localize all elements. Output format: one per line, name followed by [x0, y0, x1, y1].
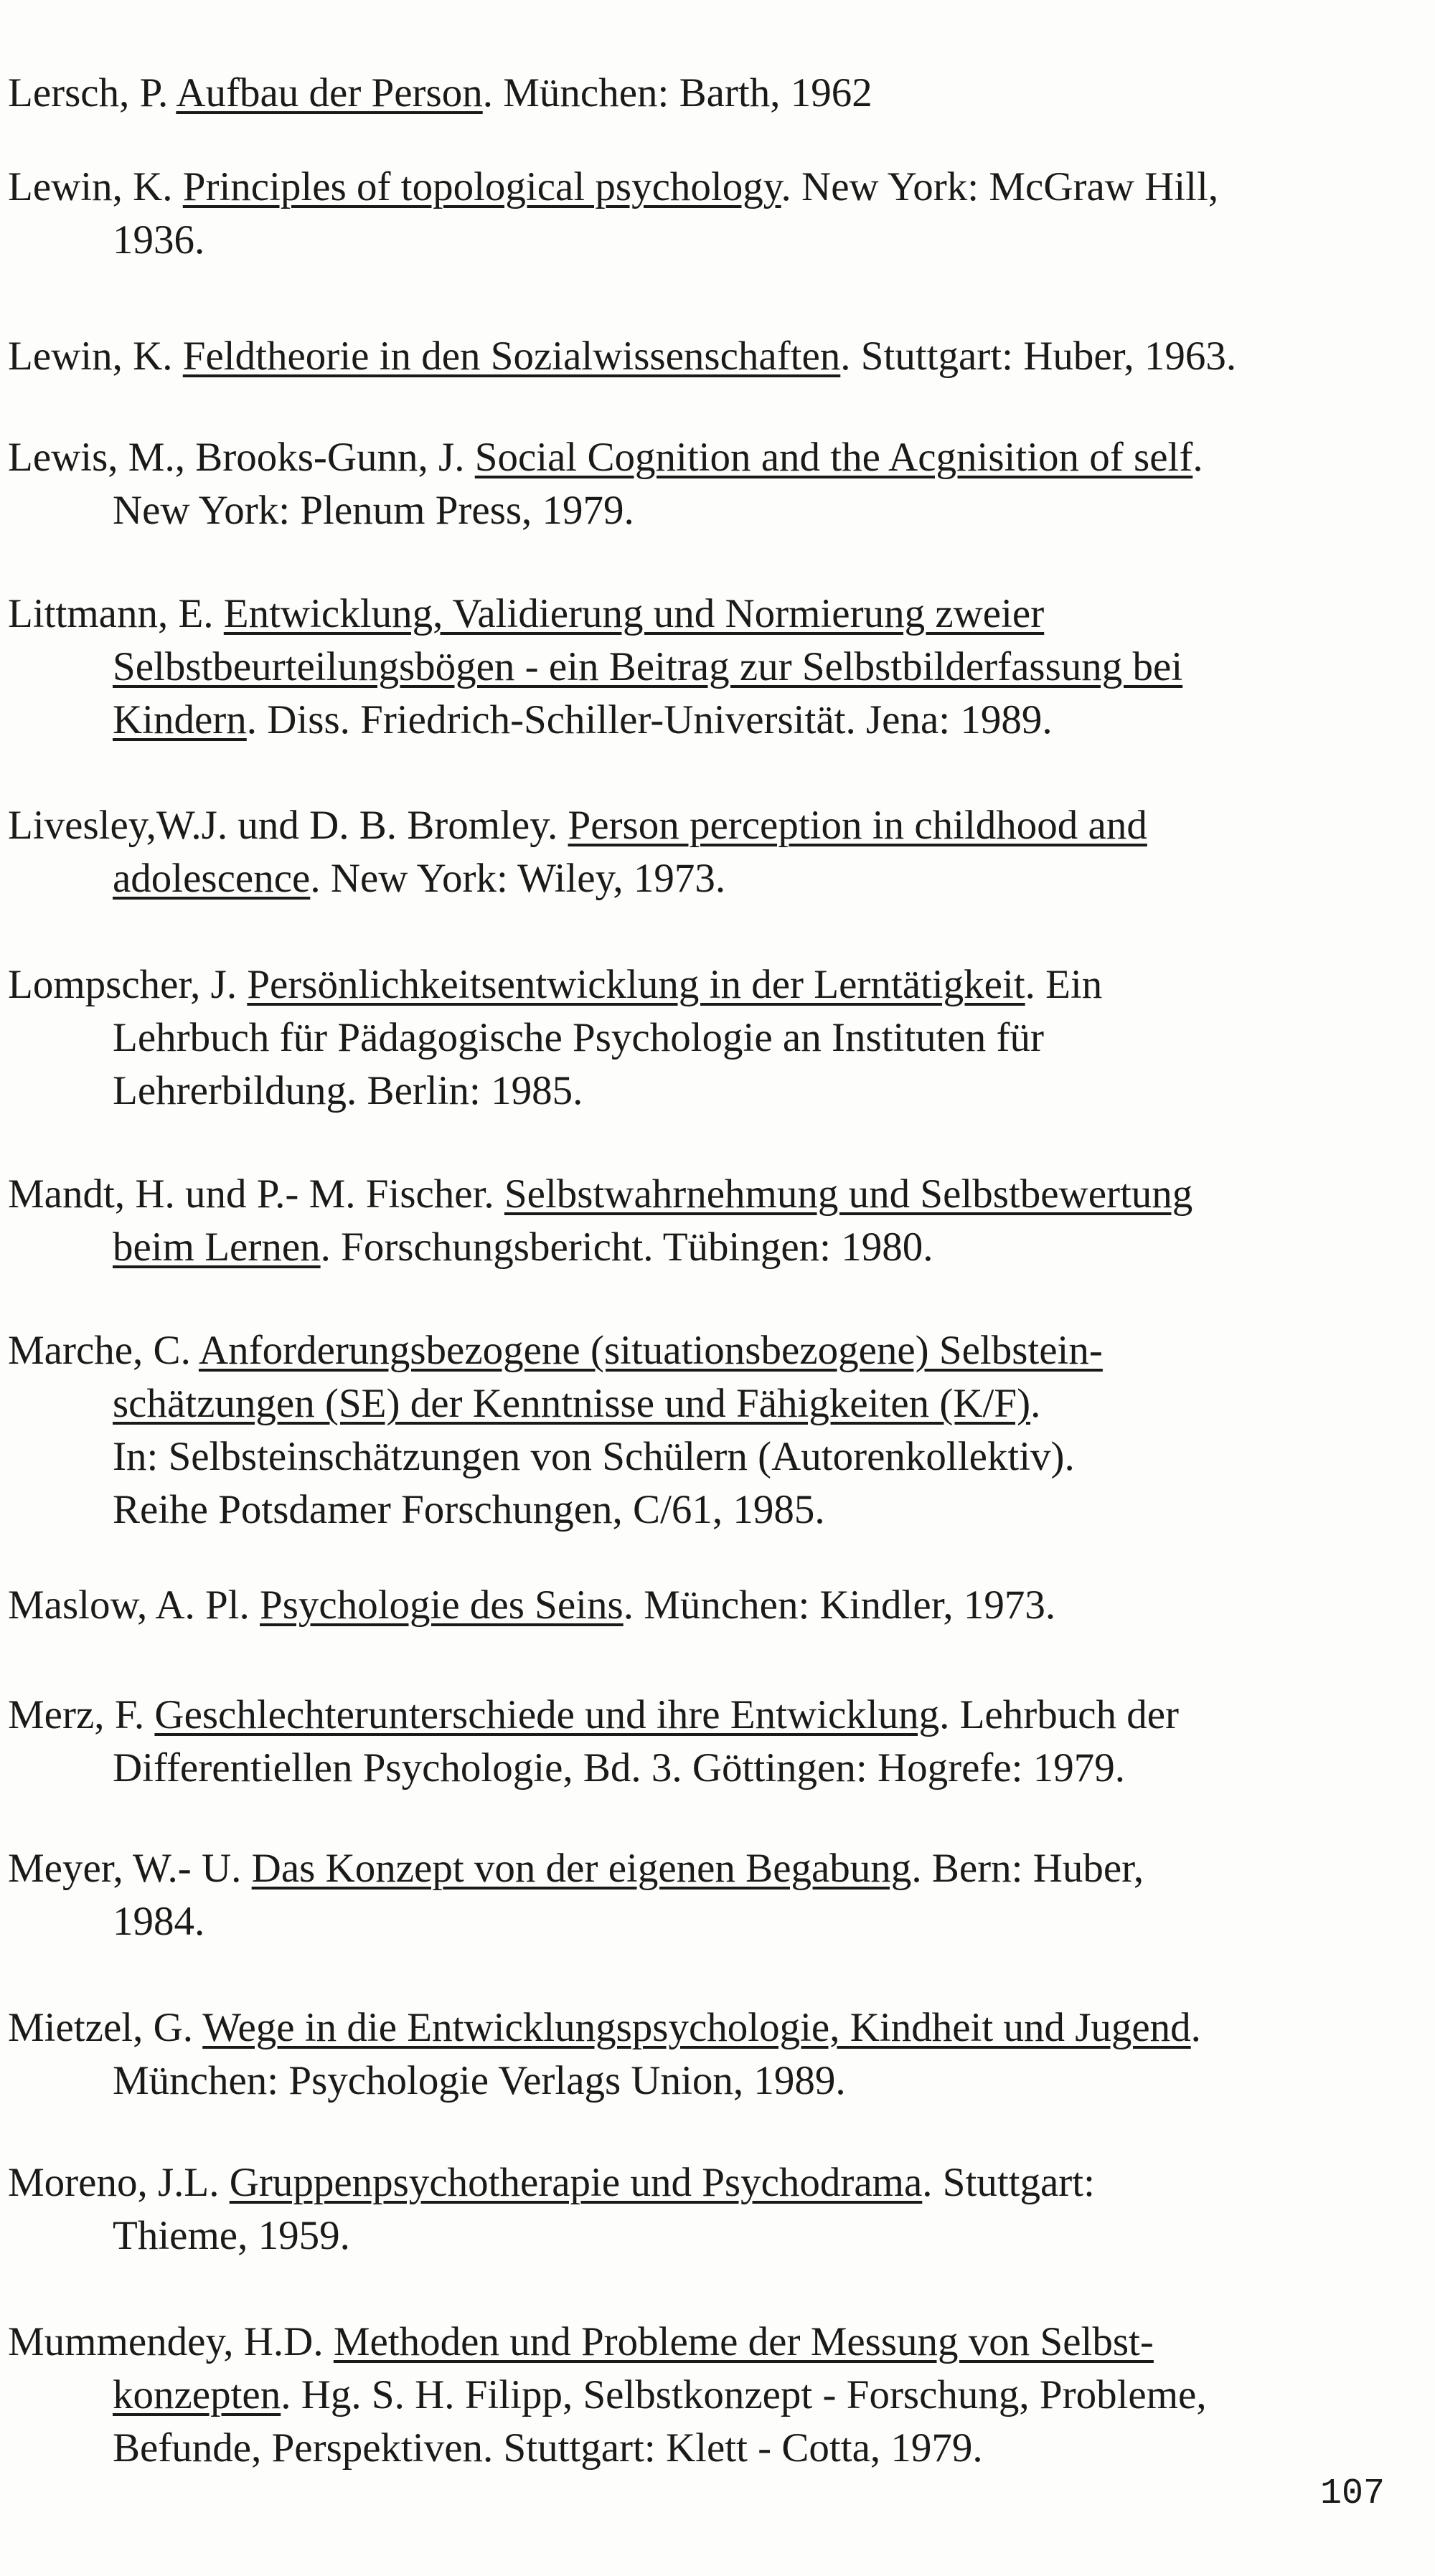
entry-line — [8, 2422, 1207, 2475]
underlined-title: beim Lernen — [113, 1225, 321, 1270]
entry-line — [8, 1579, 1055, 1632]
entry-text: Lehrerbildung. Berlin: 1985. — [113, 1068, 583, 1113]
entry-text: 1936. — [113, 217, 205, 263]
entry-line — [8, 1168, 1192, 1221]
entry-text: . Diss. Friedrich-Schiller-Universität. Jena: 1989. — [246, 697, 1053, 742]
bibliography-entry — [8, 799, 1147, 905]
bibliography-entry — [8, 2001, 1201, 2108]
entry-text: Merz, F. — [8, 1692, 155, 1737]
underlined-title: Anforderungsbezogene (situationsbezogene) Selbstein- — [198, 1328, 1103, 1373]
bibliography-entry — [8, 2316, 1207, 2475]
entry-line — [8, 694, 1182, 747]
entry-line — [8, 214, 1218, 267]
entry-text: . — [1190, 2005, 1201, 2050]
underlined-title: Kindern — [113, 697, 247, 742]
underlined-title: Wege in die Entwicklungspsychologie, Kindheit und Jugend — [202, 2005, 1191, 2050]
entry-line — [8, 799, 1147, 852]
entry-text: Moreno, J.L. — [8, 2160, 230, 2205]
entry-line — [8, 1483, 1103, 1537]
underlined-title: Feldtheorie in den Sozialwissenschaften — [182, 334, 841, 379]
underlined-title: Entwicklung, Validierung und Normierung zweier — [223, 591, 1045, 636]
entry-line — [8, 2156, 1095, 2209]
entry-line — [8, 161, 1218, 214]
entry-text: Reihe Potsdamer Forschungen, C/61, 1985. — [113, 1487, 825, 1532]
entry-text: . New York: Wiley, 1973. — [310, 856, 726, 901]
entry-text: . Lehrbuch der — [939, 1692, 1180, 1737]
entry-line — [8, 2001, 1201, 2054]
entry-text: Lehrbuch für Pädagogische Psychologie an Instituten für — [113, 1015, 1045, 1060]
entry-text: . München: Kindler, 1973. — [623, 1582, 1056, 1628]
bibliography-entry — [8, 1168, 1192, 1274]
entry-line — [8, 67, 872, 120]
entry-line — [8, 1842, 1144, 1895]
underlined-title: Aufbau der Person — [176, 70, 483, 115]
entry-line — [8, 1895, 1144, 1948]
entry-line — [8, 2054, 1201, 2108]
bibliography-entry — [8, 67, 872, 120]
entry-line — [8, 1742, 1179, 1795]
underlined-title: Geschlechterunterschiede und ihre Entwicklung — [154, 1692, 940, 1737]
bibliography-entry — [8, 2156, 1095, 2263]
underlined-title: Principles of topological psychology — [182, 164, 781, 209]
entry-text: . New York: McGraw Hill, — [781, 164, 1219, 209]
entry-text: . Forschungsbericht. Tübingen: 1980. — [320, 1225, 933, 1270]
entry-text: . Hg. S. H. Filipp, Selbstkonzept - Forschung, Probleme, — [281, 2372, 1207, 2417]
entry-line — [8, 958, 1102, 1011]
entry-text: München: Psychologie Verlags Union, 1989. — [113, 2058, 846, 2103]
entry-text: Befunde, Perspektiven. Stuttgart: Klett - Cotta, 1979. — [113, 2425, 983, 2471]
underlined-title: konzepten — [113, 2372, 281, 2417]
entry-line — [8, 431, 1203, 484]
entry-text: . Stuttgart: — [922, 2160, 1095, 2205]
entry-text: Lewin, K. — [8, 164, 183, 209]
entry-text: Littmann, E. — [8, 591, 224, 636]
bibliography-entry — [8, 958, 1102, 1118]
entry-text: 1984. — [113, 1899, 205, 1944]
entry-text: . Stuttgart: Huber, 1963. — [840, 334, 1237, 379]
entry-text: Meyer, W.- U. — [8, 1846, 252, 1891]
entry-line — [8, 330, 1236, 383]
entry-text: Differentiellen Psychologie, Bd. 3. Göttingen: Hogrefe: 1979. — [113, 1745, 1126, 1791]
entry-line — [8, 641, 1182, 694]
entry-text: Livesley,W.J. und D. B. Bromley. — [8, 803, 568, 848]
entry-line — [8, 1011, 1102, 1065]
entry-text: . Ein — [1025, 962, 1103, 1007]
entry-text: In: Selbsteinschätzungen von Schülern (Autorenkollektiv). — [113, 1434, 1075, 1479]
entry-line — [8, 1377, 1103, 1430]
entry-text: Maslow, A. Pl. — [8, 1582, 260, 1628]
underlined-title: Das Konzept von der eigenen Begabung — [251, 1846, 912, 1891]
underlined-title: Gruppenpsychotherapie und Psychodrama — [229, 2160, 923, 2205]
underlined-title: Person perception in childhood and — [568, 803, 1147, 848]
bibliography-entry — [8, 330, 1236, 383]
underlined-title: schätzungen (SE) der Kenntnisse und Fähigkeiten (K/F) — [113, 1381, 1031, 1426]
bibliography-entry — [8, 1324, 1103, 1537]
underlined-title: Selbstwahrnehmung und Selbstbewertung — [504, 1171, 1193, 1217]
entry-line — [8, 2369, 1207, 2422]
entry-text: Lewin, K. — [8, 334, 183, 379]
entry-text: Mummendey, H.D. — [8, 2319, 334, 2364]
entry-text: . — [1030, 1381, 1041, 1426]
entry-line — [8, 1689, 1179, 1742]
underlined-title: Persönlichkeitsentwicklung in der Lerntätigkeit — [247, 962, 1025, 1007]
entry-text: . München: Barth, 1962 — [482, 70, 872, 115]
entry-text: . Bern: Huber, — [911, 1846, 1144, 1891]
entry-line — [8, 588, 1182, 641]
bibliography-entry — [8, 1689, 1179, 1795]
entry-text: . — [1192, 435, 1203, 480]
bibliography-entry — [8, 1579, 1055, 1632]
bibliography-entry — [8, 161, 1218, 267]
entry-line — [8, 484, 1203, 537]
page-number: 107 — [1319, 2473, 1385, 2514]
entry-text: Mandt, H. und P.- M. Fischer. — [8, 1171, 504, 1217]
underlined-title: Selbstbeurteilungsbögen - ein Beitrag zur Selbstbilderfassung bei — [113, 644, 1183, 689]
entry-text: Lewis, M., Brooks-Gunn, J. — [8, 435, 475, 480]
bibliography-entry — [8, 431, 1203, 537]
entry-text: Lersch, P. — [8, 70, 177, 115]
entry-line — [8, 852, 1147, 905]
underlined-title: Social Cognition and the Acgnisition of self — [474, 435, 1193, 480]
bibliography-entry — [8, 1842, 1144, 1948]
entry-text: Mietzel, G. — [8, 2005, 203, 2050]
underlined-title: Methoden und Probleme der Messung von Selbst- — [333, 2319, 1154, 2364]
entry-line — [8, 2316, 1207, 2369]
entry-line — [8, 1221, 1192, 1274]
underlined-title: adolescence — [113, 856, 311, 901]
entry-text: Marche, C. — [8, 1328, 199, 1373]
bibliography-entry — [8, 588, 1182, 747]
entry-line — [8, 1065, 1102, 1118]
entry-line — [8, 2209, 1095, 2263]
entry-line — [8, 1324, 1103, 1377]
entry-line — [8, 1430, 1103, 1483]
underlined-title: Psychologie des Seins — [260, 1582, 624, 1628]
entry-text: Thieme, 1959. — [113, 2213, 350, 2258]
entry-text: New York: Plenum Press, 1979. — [113, 488, 634, 533]
entry-text: Lompscher, J. — [8, 962, 248, 1007]
